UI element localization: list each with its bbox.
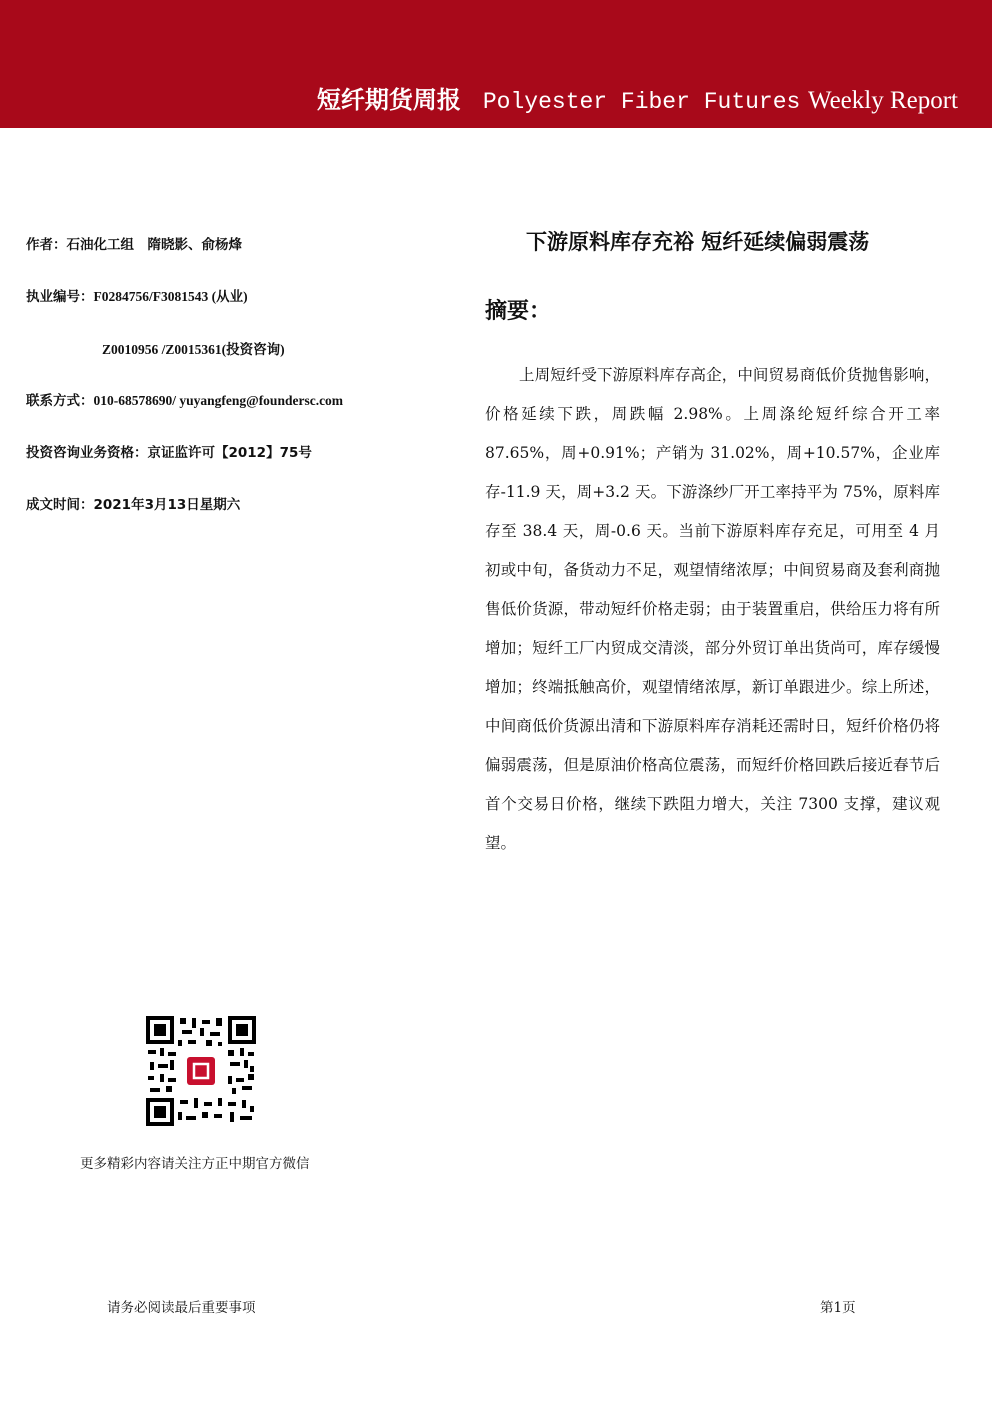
- report-title-cn: 短纤期货周报: [316, 86, 461, 114]
- meta-license-consult: [102, 338, 285, 358]
- header-banner: [0, 0, 992, 128]
- meta-license-label: 执业编号：: [26, 289, 94, 305]
- qr-code-icon: [146, 1016, 256, 1126]
- qr-caption: 更多精彩内容请关注方正中期官方微信: [80, 1156, 310, 1172]
- meta-date-value: 2021年3月13日星期六: [93, 497, 241, 513]
- meta-author-value: 石油化工组 隋晓影、俞杨烽: [66, 237, 242, 253]
- report-title-en: Polyester Fiber Futures: [482, 89, 801, 115]
- meta-contact-label: 联系方式：: [26, 393, 94, 409]
- meta-license: [26, 285, 248, 305]
- report-title: [317, 80, 958, 115]
- meta-author-label: 作者：: [26, 237, 67, 253]
- meta-qualification-label: 投资咨询业务资格：: [26, 445, 148, 461]
- meta-contact: [26, 389, 343, 409]
- footer-notice: 请务必阅读最后重要事项: [107, 1300, 256, 1316]
- meta-contact-value: 010-68578690/ yuyangfeng@foundersc.com: [93, 393, 344, 408]
- meta-qualification-value: 京证监许可【2012】75号: [147, 445, 312, 461]
- abstract-label: 摘要：: [485, 299, 552, 324]
- meta-qualification: [26, 441, 312, 461]
- meta-author: [26, 233, 242, 253]
- meta-license-consult-value: Z0010956 /Z0015361(投资咨询): [102, 342, 285, 357]
- abstract-body: 上周短纤受下游原料库存高企，中间贸易商低价货抛售影响，价格延续下跌，周跌幅 2.98%。上周涤纶短纤综合开工率 87.65%，周+0.91%；产销为 31.02%，周+10.57%，企业库存-11.9 天，周+3.2 天。下游涤纱厂开工率持平为 75%，原料库存至 38.4 天，周-0.6 天。当前下游原料库存充足，可用至 4 月初或中旬，备货动力不足，观望情绪浓厚；中间贸易商及套利商抛售低价货源，带动短纤价格走弱；由于装置重启，供给压力将有所增加；短纤工厂内贸成交清淡，部分外贸订单出货尚可，库存缓慢增加；终端抵触高价，观望情绪浓厚，新订单跟进少。综上所述，中间商低价货源出清和下游原料库存消耗还需时日，短纤价格仍将偏弱震荡，但是原油价格高位震荡，而短纤价格回跌后接近春节后首个交易日价格，继续下跌阻力增大，关注 7300 支撑，建议观望。: [485, 366, 940, 852]
- meta-date: [26, 493, 240, 513]
- article-headline: 下游原料库存充裕 短纤延续偏弱震荡: [526, 230, 870, 254]
- meta-date-label: 成文时间：: [26, 497, 94, 513]
- report-title-en-weekly: Weekly Report: [807, 87, 958, 114]
- meta-license-value: F0284756/F3081543 (从业): [93, 289, 248, 304]
- footer-page-number: 第1页: [820, 1300, 856, 1316]
